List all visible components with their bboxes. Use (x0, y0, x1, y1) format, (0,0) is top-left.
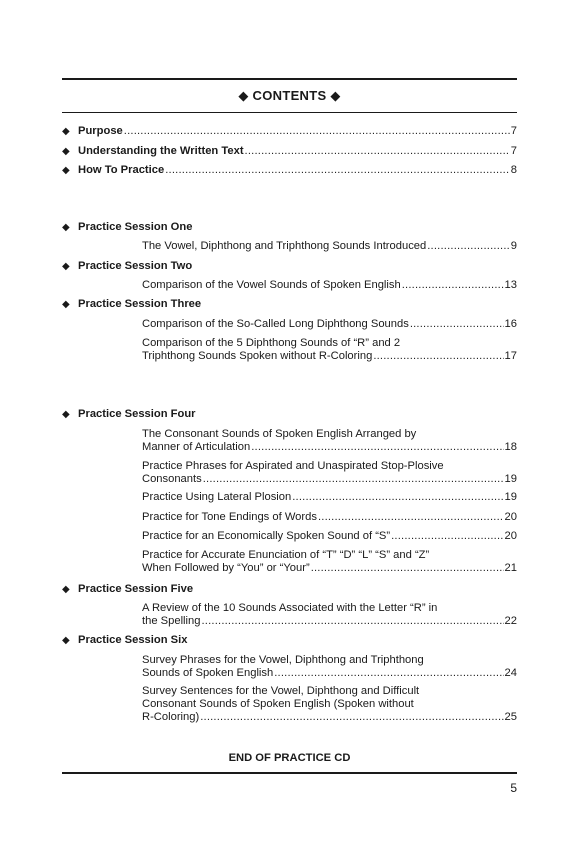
session-heading-five[interactable] (62, 583, 193, 595)
entry-text: Practice for Accurate Enunciation of “T” “D” “L” “S” and “Z” (142, 549, 430, 561)
page-number: 22 (504, 615, 517, 627)
page-number: 9 (510, 240, 517, 252)
toc-subentry[interactable] (142, 318, 517, 331)
dot-leader (251, 441, 503, 454)
diamond-icon: ◆ (62, 584, 70, 595)
entry-text: Practice for an Economically Spoken Sound of “S” (142, 530, 391, 542)
session-heading-three[interactable] (62, 298, 201, 310)
toc-subentry[interactable] (142, 549, 517, 575)
diamond-icon: ◆ (62, 299, 70, 310)
page-number: 17 (504, 350, 517, 362)
page-number: 24 (504, 667, 517, 679)
toc-subentry[interactable] (142, 530, 517, 543)
dot-leader (402, 279, 504, 292)
diamond-icon: ◆ (62, 165, 70, 176)
dot-leader (311, 562, 504, 575)
session-heading-two[interactable] (62, 260, 192, 272)
toc-subentry[interactable] (142, 240, 517, 253)
toc-subentry[interactable] (142, 602, 517, 628)
toc-entry-how-to-practice[interactable] (62, 163, 517, 178)
dot-leader (373, 350, 503, 363)
page-number: 19 (504, 473, 517, 485)
toc-subentry[interactable] (142, 337, 517, 363)
session-heading-one[interactable] (62, 221, 192, 233)
toc-subentry[interactable] (142, 511, 517, 524)
page-number: 25 (504, 711, 517, 723)
dot-leader (391, 530, 503, 543)
page-number: 13 (504, 279, 517, 291)
top-rule (62, 78, 517, 80)
end-of-cd-label: END OF PRACTICE CD (228, 752, 351, 764)
session-title: Practice Session Five (78, 583, 194, 595)
dot-leader (203, 473, 504, 486)
session-title: Practice Session Three (78, 298, 202, 310)
entry-text: Comparison of the 5 Diphthong Sounds of “R” and 2 (142, 337, 401, 349)
entry-title: How To Practice (78, 164, 165, 176)
entry-text: Survey Phrases for the Vowel, Diphthong and Triphthong (142, 654, 424, 666)
dot-leader (245, 144, 510, 158)
dot-leader (292, 491, 503, 504)
entry-text: R-Coloring) (142, 711, 200, 723)
session-title: Practice Session Six (78, 634, 188, 646)
entry-text: Sounds of Spoken English (142, 667, 274, 679)
toc-entry-purpose[interactable] (62, 124, 517, 139)
contents-header (62, 88, 517, 104)
page-number: 19 (504, 491, 517, 503)
page-number: 21 (504, 562, 517, 574)
toc-subentry[interactable] (142, 279, 517, 292)
toc-subentry[interactable] (142, 654, 517, 680)
page-number: 20 (504, 530, 517, 542)
entry-text: Practice Phrases for Aspirated and Unaspirated Stop-Plosive (142, 460, 444, 472)
page-number: 18 (504, 441, 517, 453)
session-title: Practice Session Four (78, 408, 196, 420)
dot-leader (124, 124, 510, 138)
bottom-rule (62, 772, 517, 774)
dot-leader (427, 240, 510, 253)
entry-text: Consonant Sounds of Spoken English (Spoken without (142, 698, 414, 710)
diamond-icon: ◆ (62, 126, 70, 137)
entry-text: Practice for Tone Endings of Words (142, 511, 317, 523)
header-rule (62, 112, 517, 113)
entry-text: Triphthong Sounds Spoken without R-Coloring (142, 350, 373, 362)
entry-text: Consonants (142, 473, 202, 485)
diamond-icon: ◆ (62, 635, 70, 646)
dot-leader (200, 711, 503, 724)
dot-leader (274, 667, 503, 680)
toc-subentry[interactable] (142, 685, 517, 724)
entry-text: Comparison of the Vowel Sounds of Spoken English (142, 279, 401, 291)
entry-text: When Followed by “You” or “Your” (142, 562, 310, 574)
page-number: 8 (510, 164, 517, 176)
entry-title: Understanding the Written Text (78, 145, 244, 157)
diamond-icon: ◆ (62, 146, 70, 157)
entry-text: Survey Sentences for the Vowel, Diphthong and Difficult (142, 685, 420, 697)
entry-text: the Spelling (142, 615, 201, 627)
entry-text: Manner of Articulation (142, 441, 251, 453)
contents-title: CONTENTS (252, 88, 327, 103)
page-number: 20 (504, 511, 517, 523)
entry-text: The Consonant Sounds of Spoken English Arranged by (142, 428, 417, 440)
page-folio: 5 (510, 781, 517, 795)
dot-leader (201, 615, 503, 628)
diamond-icon: ◆ (238, 88, 249, 103)
session-title: Practice Session Two (78, 260, 193, 272)
session-title: Practice Session One (78, 221, 193, 233)
page-number: 7 (510, 125, 517, 137)
dot-leader (410, 318, 504, 331)
toc-subentry[interactable] (142, 460, 517, 486)
diamond-icon: ◆ (62, 409, 70, 420)
page-number: 16 (504, 318, 517, 330)
diamond-icon: ◆ (62, 261, 70, 272)
diamond-icon: ◆ (62, 222, 70, 233)
entry-text: A Review of the 10 Sounds Associated with the Letter “R” in (142, 602, 438, 614)
toc-subentry[interactable] (142, 428, 517, 454)
session-heading-four[interactable] (62, 408, 196, 420)
diamond-icon: ◆ (330, 88, 341, 103)
dot-leader (318, 511, 504, 524)
entry-text: Practice Using Lateral Plosion (142, 491, 292, 503)
entry-text: The Vowel, Diphthong and Triphthong Sounds Introduced (142, 240, 427, 252)
toc-entry-understanding[interactable] (62, 144, 517, 159)
session-heading-six[interactable] (62, 634, 187, 646)
page-number: 7 (510, 145, 517, 157)
entry-text: Comparison of the So-Called Long Diphthong Sounds (142, 318, 409, 330)
entry-title: Purpose (78, 125, 123, 137)
toc-subentry[interactable] (142, 491, 517, 504)
dot-leader (165, 163, 510, 177)
